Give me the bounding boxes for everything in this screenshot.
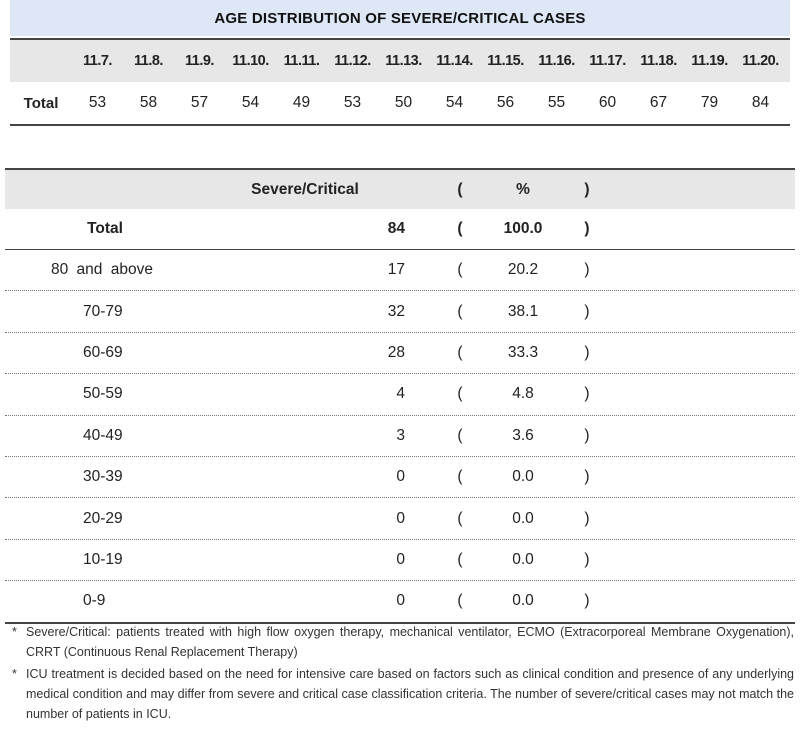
age-count: 0 <box>396 592 405 610</box>
paren-close: ) <box>584 261 590 279</box>
daily-value: 67 <box>649 94 668 111</box>
daily-value: 79 <box>700 94 719 111</box>
paren-open: ( <box>457 592 463 610</box>
daily-totals-table <box>10 38 790 126</box>
paren-open: ( <box>457 550 463 568</box>
date-header: 11.20. <box>742 53 779 69</box>
daily-row-label: Total <box>23 94 59 112</box>
age-band: 30-39 <box>83 468 123 486</box>
daily-value: 54 <box>445 94 464 111</box>
date-header: 11.14. <box>436 53 473 69</box>
paren-open: ( <box>457 468 463 486</box>
daily-value: 50 <box>394 94 413 111</box>
age-percent: 0.0 <box>512 550 534 568</box>
age-count: 32 <box>387 302 405 320</box>
footnote <box>12 664 794 724</box>
daily-value: 56 <box>496 94 515 111</box>
age-count: 0 <box>396 550 405 568</box>
age-count: 0 <box>396 468 405 486</box>
footnote-text: Severe/Critical: patients treated with high flow oxygen therapy, mechanical ventilator, ECMO (Extracorporeal Membrane Oxygenation), CRRT (Continuous Renal Replacement Therapy) <box>26 625 794 659</box>
paren-open: ( <box>457 426 463 444</box>
age-band: 0-9 <box>83 592 106 610</box>
age-band: 70-79 <box>83 302 123 320</box>
paren-open: ( <box>457 385 463 403</box>
age-row <box>5 291 795 332</box>
paren-close: ) <box>584 426 590 444</box>
age-percent: 4.8 <box>512 385 534 403</box>
age-row <box>5 540 795 581</box>
date-header: 11.7. <box>83 53 112 69</box>
age-percent: 38.1 <box>507 302 539 320</box>
date-header: 11.18. <box>640 53 677 69</box>
paren-close: ) <box>584 550 590 568</box>
age-band: 20-29 <box>83 509 123 527</box>
daily-value: 57 <box>190 94 209 111</box>
header-paren-close: ) <box>584 180 590 198</box>
date-header: 11.19. <box>691 53 728 69</box>
paren-close: ) <box>584 220 590 237</box>
date-header: 11.11. <box>283 53 320 69</box>
paren-close: ) <box>584 385 590 403</box>
total-count: 84 <box>387 220 405 237</box>
daily-header-row <box>10 38 790 82</box>
daily-value: 60 <box>598 94 617 111</box>
age-distribution-table <box>5 168 795 624</box>
age-percent: 20.2 <box>507 261 539 279</box>
total-percent: 100.0 <box>503 220 543 237</box>
date-header: 11.17. <box>589 53 626 69</box>
daily-value: 54 <box>241 94 260 111</box>
total-label: Total <box>87 220 123 237</box>
age-percent: 0.0 <box>512 592 534 610</box>
date-header: 11.15. <box>487 53 524 69</box>
daily-value: 58 <box>139 94 158 111</box>
age-band: 10-19 <box>83 550 123 568</box>
daily-value: 55 <box>547 94 566 111</box>
paren-close: ) <box>584 509 590 527</box>
age-row <box>5 333 795 374</box>
daily-value: 53 <box>343 94 362 111</box>
paren-close: ) <box>584 302 590 320</box>
paren-close: ) <box>584 343 590 361</box>
age-band: 40-49 <box>83 426 123 444</box>
header-percent: % <box>516 180 530 198</box>
footnote-asterisk: * <box>12 625 17 639</box>
age-row <box>5 416 795 457</box>
paren-open: ( <box>457 261 463 279</box>
date-header: 11.13. <box>385 53 422 69</box>
age-band: 50-59 <box>83 385 123 403</box>
age-count: 17 <box>387 261 405 279</box>
age-count: 3 <box>396 426 405 444</box>
paren-close: ) <box>584 468 590 486</box>
paren-open: ( <box>457 302 463 320</box>
age-count: 0 <box>396 509 405 527</box>
age-total-row <box>5 209 795 250</box>
age-band: 80 and above <box>51 261 153 279</box>
age-row <box>5 374 795 415</box>
age-row <box>5 457 795 498</box>
footnote <box>12 622 794 662</box>
paren-open: ( <box>457 343 463 361</box>
daily-total-row <box>10 82 790 126</box>
age-count: 4 <box>396 385 405 403</box>
age-row <box>5 250 795 291</box>
age-row <box>5 498 795 539</box>
header-severe-critical: Severe/Critical <box>251 180 359 198</box>
age-row <box>5 581 795 623</box>
page-title: AGE DISTRIBUTION OF SEVERE/CRITICAL CASES <box>10 0 790 36</box>
paren-open: ( <box>457 220 463 237</box>
footnotes <box>12 622 794 726</box>
date-header: 11.16. <box>538 53 575 69</box>
age-percent: 33.3 <box>507 343 539 361</box>
header-paren-open: ( <box>457 180 463 198</box>
age-percent: 3.6 <box>512 426 534 444</box>
footnote-asterisk: * <box>12 667 17 681</box>
age-percent: 0.0 <box>512 509 534 527</box>
paren-open: ( <box>457 509 463 527</box>
date-header: 11.8. <box>134 53 163 69</box>
paren-close: ) <box>584 592 590 610</box>
daily-value: 49 <box>292 94 311 111</box>
daily-value: 53 <box>88 94 107 111</box>
date-header: 11.9. <box>185 53 214 69</box>
date-header: 11.10. <box>232 53 269 69</box>
age-header-row <box>5 168 795 209</box>
daily-value: 84 <box>751 94 770 111</box>
footnote-text: ICU treatment is decided based on the need for intensive care based on factors such as clinical condition and presence of any underlying medical condition and may differ from severe and critical case classification criteria. The number of severe/critical cases may not match the number of patients in ICU. <box>26 667 794 721</box>
date-header: 11.12. <box>334 53 371 69</box>
age-count: 28 <box>387 343 405 361</box>
age-percent: 0.0 <box>512 468 534 486</box>
age-band: 60-69 <box>83 343 123 361</box>
